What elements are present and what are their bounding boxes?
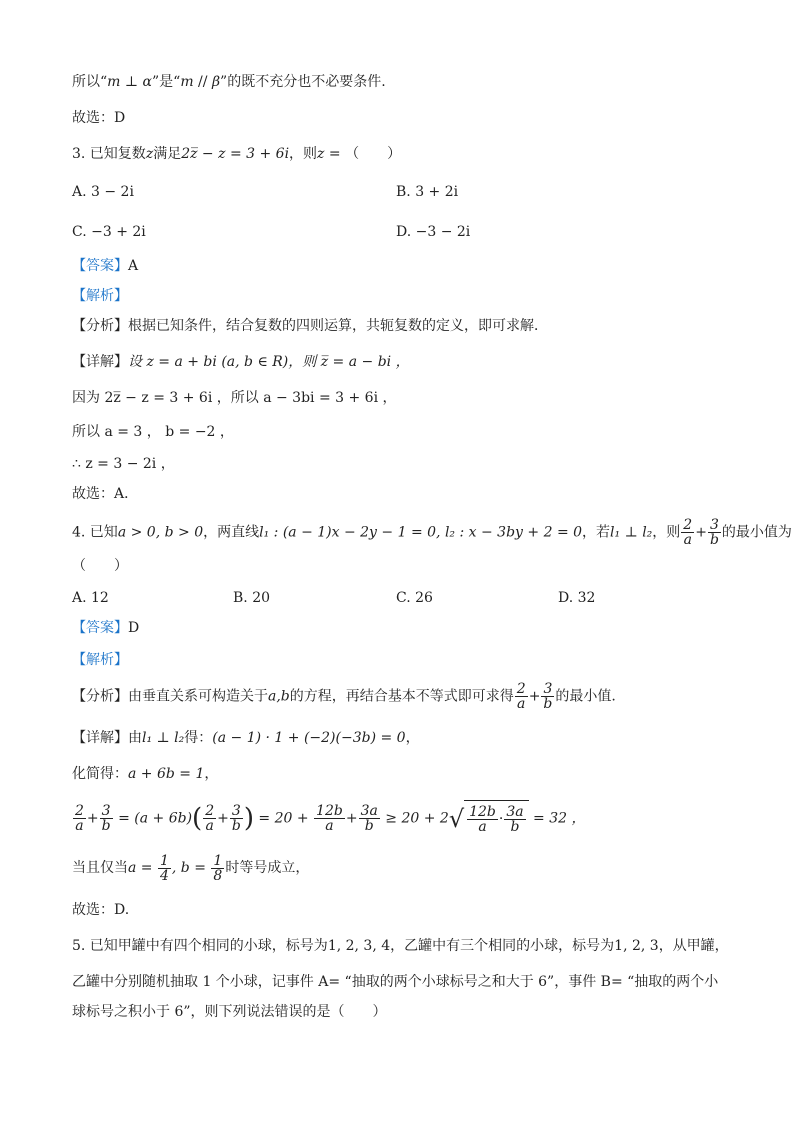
q3-answer bbox=[72, 256, 138, 276]
fraction bbox=[203, 804, 216, 833]
fraction bbox=[515, 682, 528, 711]
q4-fenxi bbox=[72, 682, 616, 711]
text: 4. 已知 bbox=[72, 524, 118, 541]
math-numbers: 1, 2, 3 bbox=[614, 938, 659, 954]
denominator: a bbox=[325, 818, 334, 834]
fraction bbox=[541, 682, 554, 711]
q4-paren: （ ） bbox=[72, 558, 128, 574]
math-z: z bbox=[145, 146, 154, 162]
fraction bbox=[467, 805, 498, 834]
text: ，乙罐中有三个相同的小球，标号为 bbox=[390, 938, 615, 954]
math-expr: = 20 + bbox=[253, 810, 314, 827]
math-expr: , b = bbox=[171, 860, 211, 876]
radicand bbox=[464, 800, 529, 837]
math-condition: a > 0, b > 0 bbox=[117, 524, 204, 541]
math-lines: l₁ : (a − 1)x − 2y − 1 = 0, l₂ : x − 3by + 2 = 0 bbox=[259, 524, 583, 541]
q3-fenxi bbox=[72, 316, 548, 336]
text: 由 bbox=[128, 730, 142, 746]
q3-option-c: C. −3 + 2i bbox=[72, 224, 146, 240]
prev-choice: 故选：D bbox=[72, 110, 126, 126]
q3-option-b: B. 3 + 2i bbox=[396, 184, 459, 200]
text: 的方程，再结合基本不等式即可求得 bbox=[289, 688, 514, 705]
q4-stem bbox=[72, 518, 792, 547]
prev-conclusion bbox=[72, 72, 386, 92]
denominator: b bbox=[101, 818, 111, 834]
q4-step3 bbox=[72, 800, 586, 837]
denominator: b bbox=[364, 818, 374, 834]
numerator: 3 bbox=[709, 517, 719, 533]
xiangjie-tag: 【详解】 bbox=[72, 354, 128, 370]
q4-option-a: A. 12 bbox=[72, 590, 109, 606]
text: 所以“ bbox=[72, 74, 108, 90]
xiangjie-tag: 【详解】 bbox=[72, 730, 128, 746]
fenxi-tag: 【分析】 bbox=[72, 318, 128, 334]
numerator: 3 bbox=[231, 803, 241, 819]
q4-analysis-tag bbox=[72, 650, 128, 670]
text: ，若 bbox=[582, 524, 611, 541]
q5-line1 bbox=[72, 936, 729, 956]
fraction bbox=[230, 804, 243, 833]
numerator: 1 bbox=[213, 852, 223, 869]
answer-tag: 【答案】 bbox=[72, 258, 128, 274]
q3-step3: 所以 a = 3 ， b = −2 ， bbox=[72, 424, 234, 440]
text: ，则 bbox=[652, 524, 681, 541]
text: ”是“ bbox=[152, 74, 181, 90]
plus: + bbox=[217, 810, 229, 827]
fraction bbox=[158, 854, 171, 883]
fraction bbox=[708, 518, 721, 547]
math-perp: l₁ ⊥ l₂ bbox=[610, 524, 653, 541]
text: 满足 bbox=[153, 146, 182, 162]
numerator: 12b bbox=[316, 803, 343, 819]
q4-option-c: C. 26 bbox=[396, 590, 433, 606]
text: ”的既不充分也不必要条件. bbox=[220, 74, 386, 90]
numerator: 3 bbox=[101, 803, 111, 819]
math-beta: β bbox=[211, 74, 221, 90]
denominator: b bbox=[543, 696, 553, 712]
q4-answer bbox=[72, 618, 139, 638]
answer-tag: 【答案】 bbox=[72, 620, 128, 636]
fraction bbox=[100, 804, 113, 833]
math-equation: a + 6b = 1 bbox=[128, 766, 205, 782]
numerator: 2 bbox=[516, 681, 526, 697]
numerator: 2 bbox=[683, 517, 693, 533]
q4-xiangjie bbox=[72, 728, 420, 748]
q3-xiangjie bbox=[72, 352, 410, 372]
q3-step2: 因为 2z̅ − z = 3 + 6i ，所以 a − 3bi = 3 + 6i ， bbox=[72, 390, 397, 406]
fraction bbox=[314, 804, 345, 833]
text: 3. 已知复数 bbox=[72, 146, 146, 162]
math-z: z bbox=[317, 146, 325, 162]
text: 时等号成立， bbox=[225, 860, 310, 876]
text: ，则 bbox=[289, 146, 318, 162]
text: 的最小值为 bbox=[721, 524, 792, 541]
plus: + bbox=[528, 688, 541, 705]
denominator: b bbox=[510, 818, 520, 835]
paren-open: ( bbox=[192, 803, 203, 834]
math-expr: = (a + 6b) bbox=[113, 810, 193, 827]
plus: + bbox=[345, 810, 358, 827]
q3-analysis-tag bbox=[72, 286, 128, 306]
text: 5. 已知甲罐中有四个相同的小球，标号为 bbox=[72, 938, 328, 954]
q3-choice: 故选：A． bbox=[72, 486, 139, 502]
analysis-tag: 【解析】 bbox=[72, 288, 128, 304]
q4-choice: 故选：D. bbox=[72, 902, 130, 918]
q3-stem bbox=[72, 144, 401, 164]
denominator: a bbox=[205, 818, 214, 834]
q4-step4 bbox=[72, 852, 309, 884]
fraction bbox=[211, 854, 224, 883]
math-numbers: 1, 2, 3, 4 bbox=[327, 938, 391, 954]
text: 由垂直关系可构造关于 bbox=[128, 688, 268, 705]
math-expr: ≥ 20 + 2 bbox=[380, 810, 449, 827]
plus: + bbox=[695, 524, 707, 541]
plus: + bbox=[86, 810, 99, 827]
math-expr: = 32 ， bbox=[528, 810, 586, 827]
fraction bbox=[359, 804, 380, 833]
analysis-tag: 【解析】 bbox=[72, 652, 128, 668]
math-equation: (a − 1) · 1 + (−2)(−3b) = 0 bbox=[212, 730, 406, 746]
fenxi-text: 根据已知条件，结合复数的四则运算，共轭复数的定义，即可求解． bbox=[128, 318, 548, 334]
denominator: a bbox=[75, 818, 84, 834]
fraction bbox=[681, 518, 694, 547]
denominator: a bbox=[683, 532, 692, 548]
denominator: 4 bbox=[159, 867, 169, 884]
math-m: m bbox=[180, 74, 194, 90]
math-perp: ⊥ bbox=[120, 74, 143, 90]
math-alpha: α bbox=[142, 74, 152, 90]
q3-option-d: D. −3 − 2i bbox=[396, 224, 471, 240]
q3-option-a: A. 3 − 2i bbox=[72, 184, 134, 200]
dot: · bbox=[498, 811, 504, 827]
denominator: b bbox=[231, 818, 241, 834]
numerator: 12b bbox=[469, 803, 496, 820]
math-m: m bbox=[107, 74, 121, 90]
step-text: 设 z = a + bi (a, b ∈ R)，则 z̅ = a − bi ， bbox=[128, 354, 410, 370]
text: ，两直线 bbox=[203, 524, 260, 541]
q5-line2: 乙罐中分别随机抽取 1 个小球，记事件 A= “抽取的两个小球标号之和大于 6”，事件 B= “抽取的两个小 bbox=[72, 974, 719, 990]
sqrt bbox=[449, 800, 529, 837]
text: ， bbox=[204, 766, 219, 782]
answer-value: D bbox=[128, 620, 140, 636]
q3-step4: ∴ z = 3 − 2i ， bbox=[72, 456, 175, 472]
numerator: 2 bbox=[75, 803, 84, 819]
denominator: a bbox=[517, 696, 526, 712]
numerator: 3a bbox=[360, 803, 378, 819]
q4-option-d: D. 32 bbox=[558, 590, 596, 606]
text: 当且仅当 bbox=[72, 860, 128, 876]
fraction bbox=[73, 804, 86, 833]
numerator: 3 bbox=[543, 681, 553, 697]
q4-option-b: B. 20 bbox=[233, 590, 271, 606]
text: ，从甲罐， bbox=[658, 938, 729, 954]
radical-sign: √ bbox=[448, 804, 465, 833]
text: 化简得： bbox=[72, 766, 128, 782]
numerator: 3a bbox=[506, 803, 524, 820]
math-perp: l₁ ⊥ l₂ bbox=[142, 730, 185, 746]
denominator: a bbox=[478, 818, 487, 835]
numerator: 2 bbox=[205, 803, 215, 819]
math-ab: a,b bbox=[268, 688, 290, 705]
math-equation: 2z̅ − z = 3 + 6i bbox=[181, 146, 290, 162]
text: = （ ） bbox=[324, 146, 402, 162]
denominator: 8 bbox=[213, 867, 223, 884]
math-parallel: // bbox=[193, 74, 212, 90]
q5-line3: 球标号之积小于 6”，则下列说法错误的是（ ） bbox=[72, 1004, 387, 1020]
paren-close: ) bbox=[243, 803, 254, 834]
denominator: b bbox=[709, 532, 719, 548]
text: ， bbox=[405, 730, 420, 746]
text: 的最小值. bbox=[555, 688, 616, 705]
q4-step2 bbox=[72, 764, 218, 784]
fraction bbox=[504, 805, 525, 834]
numerator: 1 bbox=[159, 852, 169, 869]
fenxi-tag: 【分析】 bbox=[72, 688, 128, 705]
text: 得： bbox=[184, 730, 213, 746]
math-expr: a = bbox=[128, 860, 157, 876]
answer-value: A bbox=[128, 258, 139, 274]
